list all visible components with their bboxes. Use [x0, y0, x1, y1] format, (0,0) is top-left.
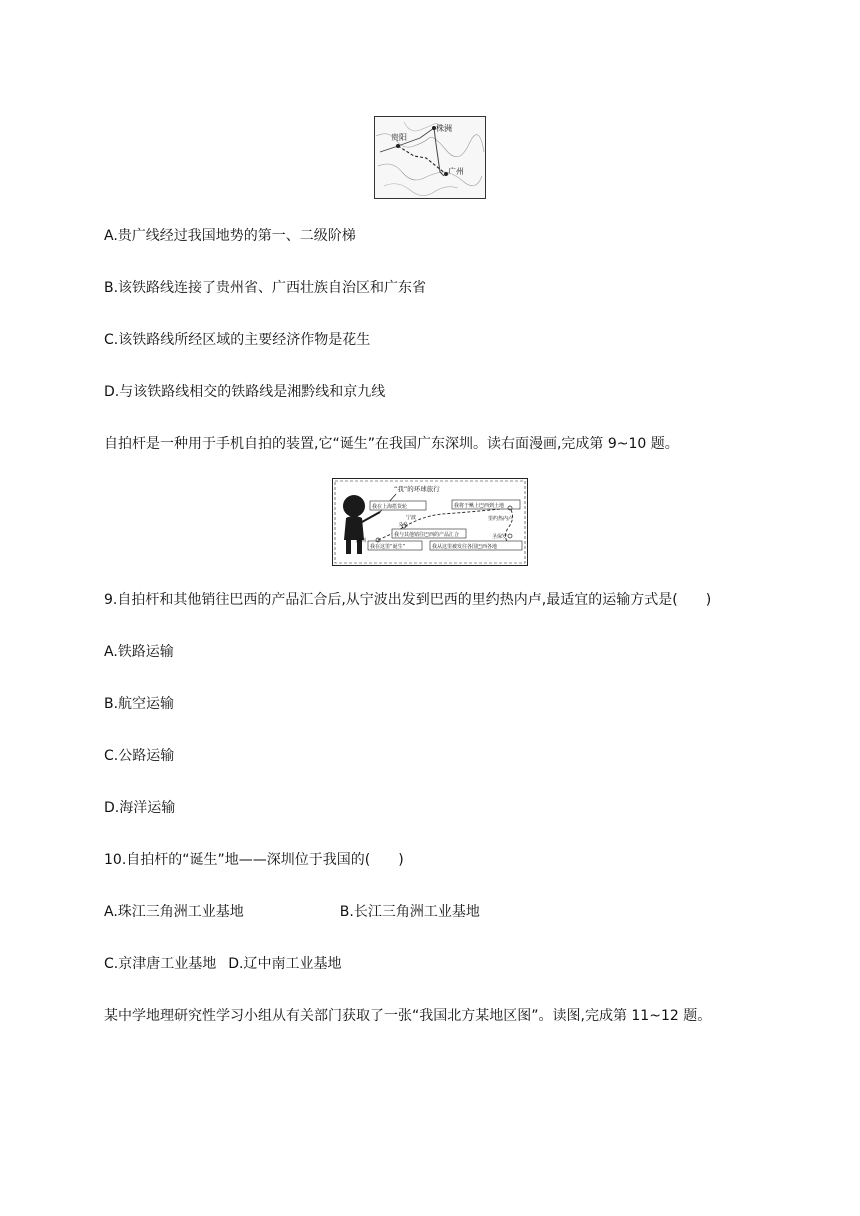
- cartoon-box-5: 我从这里被发往各国巴西各地: [432, 544, 498, 550]
- q8-option-a: A.贵广线经过我国地势的第一、二级阶梯: [104, 228, 356, 244]
- place-ningbo: 宁波: [406, 515, 417, 521]
- intro-9-10: 自拍杆是一种用于手机自拍的装置,它“诞生”在我国广东深圳。读右面漫画,完成第 9~10 题。: [104, 436, 679, 452]
- q10-option-d: D.辽中南工业基地: [228, 956, 342, 972]
- q10-stem: 10.自拍杆的“诞生”地——深圳位于我国的( ): [104, 852, 404, 868]
- place-rio: 里约热内卢: [488, 516, 514, 522]
- railway-map-figure: [374, 116, 486, 199]
- place-shenzhen: 深圳: [356, 538, 367, 544]
- map-label-guiyang: 贵阳: [391, 133, 407, 142]
- cartoon-svg: [332, 478, 528, 566]
- cartoon-box-1: 我在上海搭货轮: [372, 504, 408, 510]
- q10-option-c: C.京津唐工业基地: [104, 956, 217, 972]
- cartoon-title: “我”的环球旅行: [394, 485, 440, 493]
- place-yiwu: 义乌: [398, 522, 409, 528]
- q10-option-a: A.珠江三角洲工业基地: [104, 904, 244, 920]
- q9-option-b: B.航空运输: [104, 696, 175, 712]
- q8-option-b: B.该铁路线连接了贵州省、广西壮族自治区和广东省: [104, 280, 427, 296]
- railway-map: [374, 116, 486, 199]
- map-label-guangzhou: 广州: [448, 167, 464, 176]
- q10-options-row-2: [104, 955, 341, 973]
- intro-11-12: 某中学地理研究性学习小组从有关部门获取了一张“我国北方某地区图”。读图,完成第 11~12 题。: [104, 1008, 712, 1024]
- cartoon-box-4: 我在这里“诞生”: [370, 544, 406, 550]
- q9-option-a: A.铁路运输: [104, 644, 174, 660]
- q8-option-d: D.与该铁路线相交的铁路线是湘黔线和京九线: [104, 384, 386, 400]
- place-sao-paulo: 圣保罗: [492, 534, 508, 540]
- q9-stem: 9.自拍杆和其他销往巴西的产品汇合后,从宁波出发到巴西的里约热内卢,最适宜的运输方式是( ): [104, 592, 712, 608]
- map-label-zhuzhou: 株洲: [436, 124, 452, 133]
- guiyang-dot: [396, 144, 400, 148]
- cartoon-box-2: 我将于鳅上巴西到土地: [454, 503, 505, 509]
- selfie-stick-cartoon: [332, 478, 528, 566]
- cartoon-box-3: 我与其他销往巴西的产品汇合: [394, 532, 460, 538]
- q8-option-c: C.该铁路线所经区域的主要经济作物是花生: [104, 332, 371, 348]
- q9-option-d: D.海洋运输: [104, 800, 176, 816]
- q9-option-c: C.公路运输: [104, 748, 175, 764]
- q10-options-row-1: [104, 903, 480, 921]
- q10-option-b: B.长江三角洲工业基地: [339, 904, 480, 920]
